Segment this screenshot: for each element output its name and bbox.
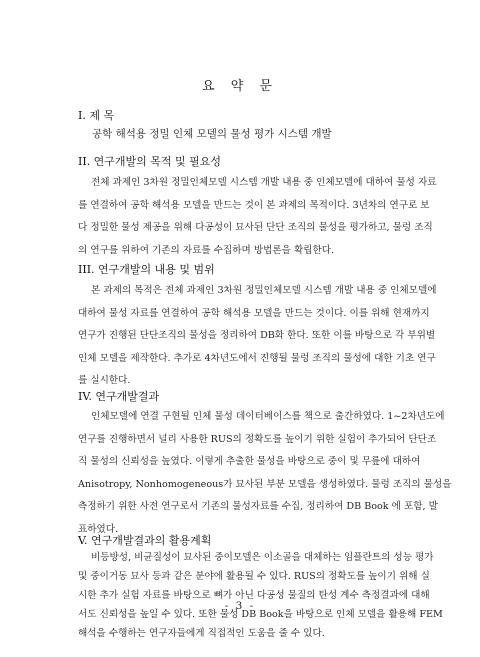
section-heading-scope: III. 연구개발의 내용 및 범위 <box>78 263 215 276</box>
scope-paragraph <box>78 280 437 393</box>
paragraph-line: 비등방성, 비균질성이 묘사된 중이모델은 이소골을 대체하는 임플란트의 성능 평가 <box>91 552 434 563</box>
paragraph-line: 측정하기 위한 사전 연구로서 기존의 물성자료를 수집, 정리하여 DB Book 에 포함, 발 <box>78 501 438 513</box>
results-paragraph <box>78 406 452 542</box>
paragraph-line: 해석을 수행하는 연구자들에게 직접적인 도움을 줄 수 있다. <box>78 628 325 639</box>
section-heading-results: IV. 연구개발결과 <box>78 390 160 403</box>
paragraph-line: 및 중이거동 묘사 등과 같은 분야에 활용될 수 있다. RUS의 정확도를 높이기 위해 실 <box>78 571 430 582</box>
paragraph-line: Anisotropy, Nonhomogeneous가 묘사된 부분 모델을 생성하였다. 물렁 조직의 물성을 <box>78 478 452 490</box>
paragraph-line: 대하여 물성 자료를 연결하여 공학 해석용 모델을 만드는 것이다. 이를 위해 현재까지 <box>78 307 430 319</box>
section-heading-title: I. 제 목 <box>78 109 115 122</box>
page-title: 요 약 문 <box>202 79 278 94</box>
paragraph-line: 인체 모델을 제작한다. 추가로 4차년도에서 진행될 물렁 조직의 물성에 대한 기초 연구 <box>78 352 436 364</box>
applications-paragraph <box>78 548 443 643</box>
paragraph-line: 직 물성의 신뢰성을 높였다. 이렇게 추출한 물성을 바탕으로 중이 및 무릎에 대하여 <box>78 456 421 468</box>
paragraph-line: 다 정밀한 물성 제공을 위해 다공성이 묘사된 단단 조직의 물성을 평가하고, 물렁 조직 <box>78 222 433 234</box>
page-number: - 3 - <box>224 600 256 612</box>
paragraph-line: 시한 추가 실험 자료를 바탕으로 뼈가 아닌 다공성 물질의 탄성 계수 측정결과에 대해 <box>78 590 430 601</box>
paragraph-line: 인체모델에 연결 구현될 인체 물성 데이터베이스를 책으로 출간하였다. 1~2차년도에 <box>91 411 445 422</box>
purpose-paragraph <box>78 172 437 262</box>
paragraph-line: 연구가 진행된 단단조직의 물성을 정리하여 DB화 한다. 또한 이를 바탕으로 각 부위별 <box>78 330 436 342</box>
paragraph-line: 를 실시한다. <box>78 375 131 387</box>
project-title: 공학 해석용 정밀 인체 모델의 물성 평가 시스템 개발 <box>92 128 332 140</box>
paragraph-line: 를 연결하여 공학 해석용 모델을 만드는 것이 본 과제의 목적이다. 3년차의 연구로 보 <box>78 199 430 211</box>
paragraph-line: 연구를 진행하면서 널리 사용한 RUS의 정확도를 높이기 위한 실험이 추가되어 단단조 <box>78 433 437 445</box>
section-heading-applications: V. 연구개발결과의 활용계획 <box>78 534 212 547</box>
paragraph-line: 의 연구를 위하여 기존의 자료를 수집하며 방법론을 확립한다. <box>78 244 335 256</box>
paragraph-line: 본 과제의 목적은 전체 과제인 3차원 정밀인체모델 시스템 개발 내용 중 인체모델에 <box>91 285 437 296</box>
paragraph-line: 전체 과제인 3차원 정밀인체모델 시스템 개발 내용 중 인체모델에 대하여 물성 자료 <box>91 177 437 188</box>
section-heading-purpose: II. 연구개발의 목적 및 필요성 <box>78 155 222 168</box>
paragraph-line: 표하였다. <box>78 523 119 535</box>
paragraph-line: 서도 신뢰성을 높일 수 있다. 또한 물성 DB Book을 바탕으로 인체 모델을 활용해 FEM <box>78 609 443 620</box>
